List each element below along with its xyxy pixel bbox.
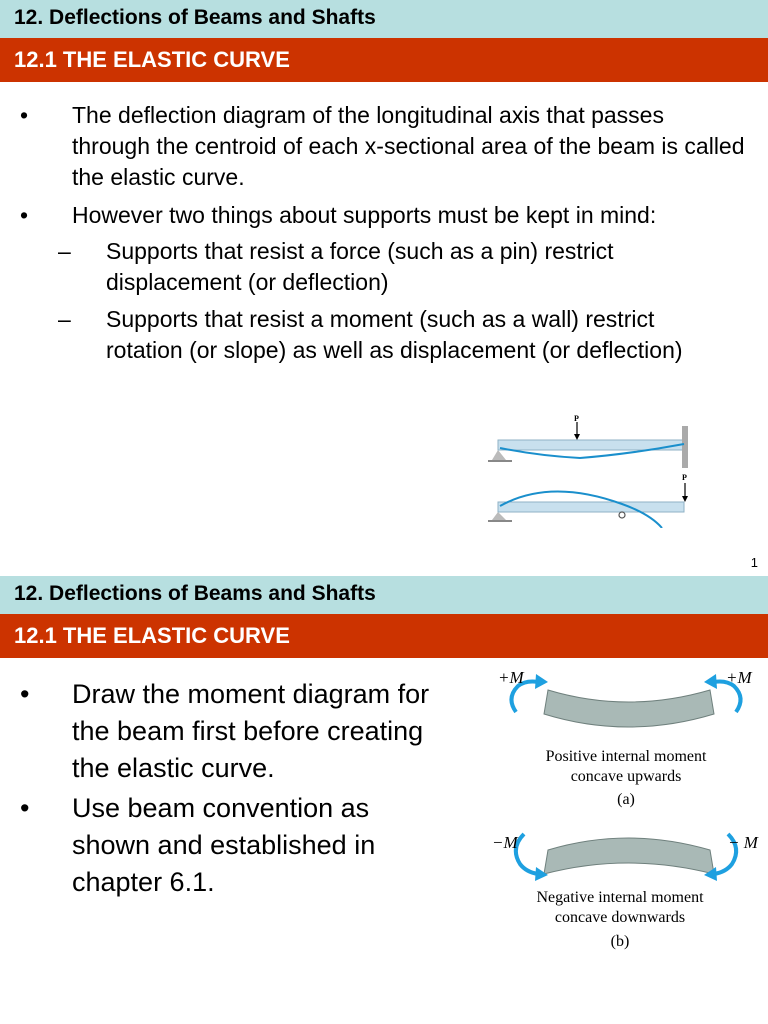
bullet-text: Use beam convention as shown and established in chapter 6.1. — [72, 793, 376, 897]
roller-support — [619, 512, 625, 518]
page-number: 1 — [750, 555, 758, 570]
moment-label: − M — [728, 833, 758, 852]
moment-label: −M — [492, 833, 518, 852]
header-bar — [0, 0, 768, 38]
pin-support — [492, 512, 506, 520]
header-title: 12. Deflections of Beams and Shafts — [14, 6, 376, 29]
bullet-text: The deflection diagram of the longitudinal axis that passes through the centroid of each x-sectional area of the beam is called the elastic curve. — [72, 102, 745, 190]
moment-label: +M — [726, 668, 752, 687]
load-label-2: P — [682, 473, 687, 482]
beam-support-figure — [480, 408, 700, 528]
section-bar — [0, 614, 768, 658]
figure-label: (a) — [617, 791, 635, 808]
slide-2 — [0, 576, 768, 1024]
bullet-marker: • — [20, 102, 29, 128]
bullet-marker: • — [20, 793, 30, 823]
moment-convention-figure — [488, 668, 763, 958]
bullet-text: However two things about supports must be kept in mind: — [72, 202, 657, 228]
sub-bullet-text: Supports that resist a force (such as a pin) restrict displacement (or deflection) — [106, 238, 614, 295]
beam-bottom — [498, 502, 684, 512]
sub-bullet-marker: – — [58, 238, 71, 264]
bullet-marker: • — [20, 202, 29, 228]
moment-label: +M — [498, 668, 524, 687]
beam-segment-negative — [544, 838, 714, 874]
caption-line: concave downwards — [554, 909, 686, 926]
load-label-1: P — [574, 414, 579, 423]
sub-bullet-marker: – — [58, 306, 71, 332]
figure-label: (b) — [610, 933, 630, 950]
beam-segment-positive — [544, 690, 714, 727]
section-title: 12.1 THE ELASTIC CURVE — [14, 623, 290, 648]
section-bar — [0, 38, 768, 82]
caption-line: concave upwards — [570, 768, 682, 785]
header-bar — [0, 576, 768, 614]
section-title: 12.1 THE ELASTIC CURVE — [14, 47, 290, 72]
header-title: 12. Deflections of Beams and Shafts — [14, 582, 376, 605]
caption-line: Negative internal moment — [536, 889, 704, 906]
bullet-text: Draw the moment diagram for the beam first before creating the elastic curve. — [72, 679, 430, 783]
fixed-wall — [682, 426, 688, 468]
pin-support — [492, 450, 506, 460]
moment-arrow-left-negative — [516, 834, 538, 874]
caption-line: Positive internal moment — [545, 748, 707, 765]
sub-bullet-text: Supports that resist a moment (such as a wall) restrict rotation (or slope) as well as displacement (or deflection) — [106, 306, 683, 363]
bullet-marker: • — [20, 679, 30, 709]
